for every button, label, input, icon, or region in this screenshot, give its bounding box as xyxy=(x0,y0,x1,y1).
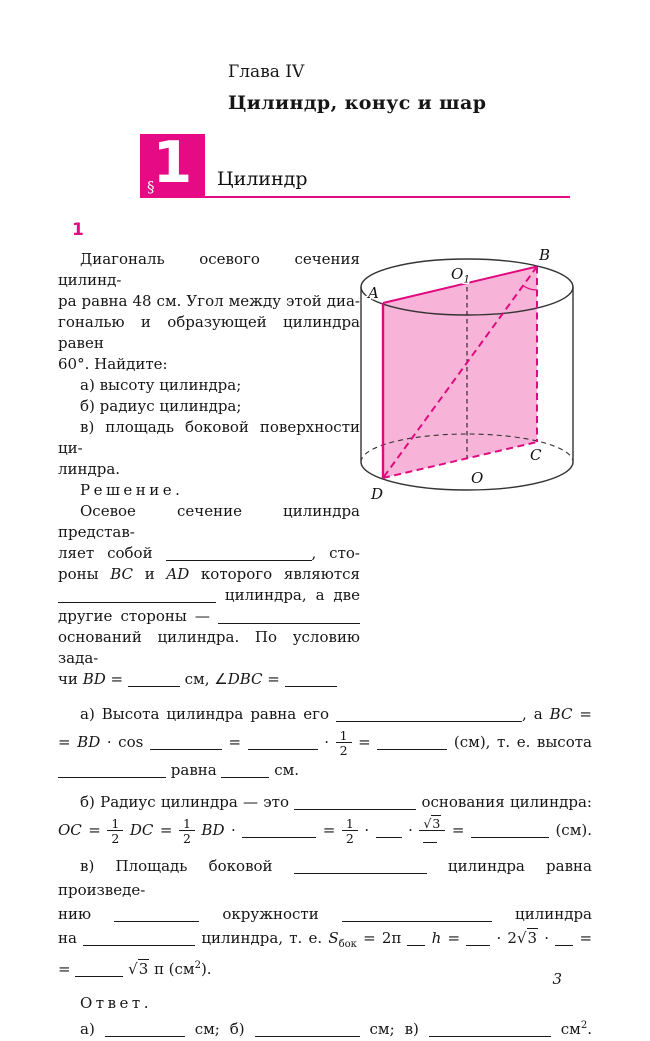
fraction-numerator: 1 xyxy=(179,817,195,831)
math-variable: DC xyxy=(129,821,154,839)
subscript: бок xyxy=(338,939,357,950)
text-run: π ($см^2$ xyxy=(149,960,201,978)
paragraph-symbol: § xyxy=(147,178,155,196)
blank-field xyxy=(377,737,447,750)
text-run: цилиндра, а две xyxy=(216,586,360,604)
text-run: см; б) xyxy=(184,1020,255,1038)
text-run: (см), т. е. высота xyxy=(447,733,592,751)
text-run: а) Высота цилиндра равна его xyxy=(80,705,336,723)
text-run: основания цилиндра: xyxy=(416,793,592,811)
math-variable: h xyxy=(431,929,442,947)
fraction xyxy=(179,817,195,846)
fraction-denominator: 2 xyxy=(111,830,120,846)
center-label-o1-sub: 1 xyxy=(463,273,470,286)
blank-field xyxy=(255,1024,360,1037)
chapter-heading xyxy=(0,62,650,198)
step-a-line xyxy=(58,758,592,782)
text-run: . xyxy=(587,1020,592,1038)
text-run: , а xyxy=(521,705,550,723)
solution-line xyxy=(58,606,360,627)
fraction xyxy=(107,817,123,846)
fraction-numerator: 1 xyxy=(336,729,352,743)
blank-field xyxy=(242,825,316,838)
cylinder-diagram xyxy=(355,245,592,507)
blank-field xyxy=(150,737,222,750)
text-run: см. xyxy=(269,761,300,779)
blank-field xyxy=(294,861,427,874)
text-run: 60°. Найдите: xyxy=(58,355,168,373)
text-run: а) высоту цилиндра; xyxy=(80,376,242,394)
text-run: равна xyxy=(166,761,222,779)
blank-field xyxy=(471,825,549,838)
sqrt-radicand: 3 xyxy=(527,929,538,947)
text-run: = xyxy=(105,670,128,688)
sqrt-expression xyxy=(517,928,538,947)
blank-field xyxy=(342,909,492,922)
blank-field xyxy=(466,933,490,946)
problem-item-a xyxy=(58,375,360,396)
text-run: = xyxy=(572,705,593,723)
step-b-line xyxy=(58,814,592,846)
text-run: ляет собой xyxy=(58,544,166,562)
blank-field xyxy=(114,909,199,922)
text-run: , сто- xyxy=(311,544,360,562)
step-v-line xyxy=(58,926,592,957)
text-run: б) радиус цилиндра; xyxy=(80,397,242,415)
solution-line xyxy=(58,501,360,543)
fraction-denominator: 2 xyxy=(182,830,191,846)
math-variable: $S_{бок}$ xyxy=(328,929,357,950)
section-rule xyxy=(205,196,570,199)
text-run: на xyxy=(58,929,84,947)
page-number: 3 xyxy=(552,970,562,988)
blank-field xyxy=(285,674,337,687)
text-run: = xyxy=(221,733,248,751)
solution-line xyxy=(58,564,360,585)
blank-field xyxy=(83,933,195,946)
text-run: в) Площадь боковой xyxy=(80,857,294,875)
text-run: другие стороны — xyxy=(58,607,218,625)
vertex-label-c: C xyxy=(530,446,542,464)
answer-line xyxy=(58,1017,592,1041)
blank-field xyxy=(376,825,402,838)
section-banner xyxy=(140,130,570,198)
problem-item-v xyxy=(58,459,360,480)
fraction xyxy=(342,817,358,846)
answer-heading xyxy=(58,991,592,1015)
text-run: цилиндра равна произведе- xyxy=(58,857,592,899)
step-a-line xyxy=(58,702,592,726)
text-run: в) площадь боковой поверхности ци- xyxy=(58,418,360,457)
vertex-label-b: B xyxy=(539,246,551,264)
blank-field xyxy=(166,548,312,561)
text-run: · xyxy=(538,929,556,947)
text-run: = xyxy=(153,821,179,839)
text-run: (см). xyxy=(548,821,592,839)
fraction-denominator xyxy=(419,831,445,846)
vertex-label-a: A xyxy=(368,284,379,302)
text-run: = xyxy=(445,821,471,839)
blank-field xyxy=(336,709,522,722)
blank-field xyxy=(128,674,180,687)
text-run: = xyxy=(262,670,285,688)
blank-field xyxy=(294,797,416,810)
problem-line xyxy=(58,291,360,312)
math-variable: DBC xyxy=(227,670,263,688)
angle-symbol: ∠ xyxy=(214,670,228,688)
superscript: 2 xyxy=(194,960,201,971)
text-run: = xyxy=(351,733,378,751)
solution-heading xyxy=(58,480,360,501)
text-run: · xyxy=(357,821,376,839)
text-run: гональю и образующей цилиндра равен xyxy=(58,313,360,352)
step-v-line xyxy=(58,854,592,902)
text-run: ). xyxy=(200,960,212,978)
text-run: цилиндра xyxy=(491,905,592,923)
text-run: · xyxy=(224,821,243,839)
solution-line xyxy=(58,543,360,564)
fraction-numerator xyxy=(419,817,445,831)
text-run: = xyxy=(441,929,467,947)
text-run: = xyxy=(573,929,593,947)
blank-field xyxy=(429,1024,551,1037)
text-run: Ответ. xyxy=(80,994,152,1012)
blank-field xyxy=(58,765,166,778)
center-label-o1 xyxy=(451,265,470,286)
sqrt-expression xyxy=(128,959,149,978)
text-run: роны xyxy=(58,565,111,583)
text-run: окружности xyxy=(199,905,342,923)
text-run: $см^2$ xyxy=(550,1020,588,1038)
blank-field xyxy=(407,933,425,946)
text-run: Диагональ осевого сечения цилинд- xyxy=(58,250,360,289)
chapter-title: Цилиндр, конус и шар xyxy=(228,92,487,114)
text-run: = xyxy=(58,960,76,978)
math-variable: BC xyxy=(110,565,134,583)
problem-line xyxy=(58,249,360,291)
superscript: 2 xyxy=(580,1020,588,1031)
math-variable: BD xyxy=(201,821,225,839)
chapter-label: Глава IV xyxy=(228,62,305,82)
text-run: · 2 xyxy=(490,929,517,947)
blank-field xyxy=(105,1024,185,1037)
step-b-line xyxy=(58,790,592,814)
problem-item-v xyxy=(58,417,360,459)
text-run: чи xyxy=(58,670,83,688)
blank-field xyxy=(58,590,216,603)
problem-number: 1 xyxy=(72,220,84,240)
text-run: = xyxy=(81,821,108,839)
blank-field xyxy=(218,611,360,624)
problem-line xyxy=(58,354,360,375)
text-run: · xyxy=(401,821,420,839)
problem-item-b xyxy=(58,396,360,417)
sqrt-radicand: 3 xyxy=(432,815,441,831)
text-run: = xyxy=(316,821,342,839)
step-v-line xyxy=(58,902,592,926)
sqrt-radicand: 3 xyxy=(138,960,149,978)
math-variable: AD xyxy=(166,565,190,583)
text-run: Решение. xyxy=(80,481,184,499)
text-run: цилиндра, т. е. xyxy=(195,929,329,947)
problem-body xyxy=(58,246,593,1041)
text-run: нию xyxy=(58,905,115,923)
center-label-o: O xyxy=(471,469,484,487)
text-run: б) Радиус цилиндра — это xyxy=(80,793,295,811)
vertex-label-d: D xyxy=(371,485,384,503)
fraction-denominator: 2 xyxy=(339,742,348,758)
math-variable: OC xyxy=(58,821,82,839)
math-variable: BC xyxy=(549,705,573,723)
solution-line xyxy=(58,585,360,606)
blank-field xyxy=(221,765,269,778)
fraction-numerator: 1 xyxy=(107,817,123,831)
text-run: см; в) xyxy=(359,1020,429,1038)
fraction xyxy=(336,729,352,758)
blank-field xyxy=(75,964,123,977)
section-number: 1 xyxy=(152,130,193,196)
section-title: Цилиндр xyxy=(217,168,308,190)
blank-field xyxy=(423,835,437,843)
sqrt-icon: √ xyxy=(128,960,138,978)
fraction xyxy=(419,817,445,846)
text-run: которого являются xyxy=(189,565,360,583)
cylinder-figure xyxy=(355,245,592,511)
text-run: · xyxy=(317,733,336,751)
text-run: см, xyxy=(179,670,215,688)
step-a-line xyxy=(58,726,592,758)
workbook-page xyxy=(0,62,650,1038)
fraction-denominator: 2 xyxy=(345,830,354,846)
text-run: а) xyxy=(80,1020,105,1038)
step-v-line xyxy=(58,957,592,981)
solution-line xyxy=(58,627,360,669)
text-run: · cos xyxy=(100,733,150,751)
section-number-box xyxy=(140,130,205,198)
blank-field xyxy=(555,933,573,946)
text-run: Осевое сечение цилиндра представ- xyxy=(58,502,360,541)
solution-line xyxy=(58,669,360,690)
blank-field xyxy=(248,737,318,750)
text-run: линдра. xyxy=(58,460,121,478)
math-variable: BD xyxy=(77,733,101,751)
text-run: и xyxy=(133,565,167,583)
sqrt-icon: √ xyxy=(516,929,527,947)
fraction-numerator: 1 xyxy=(342,817,358,831)
text-run: оснований цилиндра. По условию зада- xyxy=(58,628,360,667)
math-variable: BD xyxy=(82,670,106,688)
text-run: ра равна 48 см. Угол между этой диа- xyxy=(58,292,360,310)
sqrt-icon: √ xyxy=(423,815,432,831)
center-label-o1-base: O xyxy=(451,265,464,283)
problem-line xyxy=(58,312,360,354)
text-run: = xyxy=(58,733,78,751)
text-run: = 2π xyxy=(356,929,408,947)
